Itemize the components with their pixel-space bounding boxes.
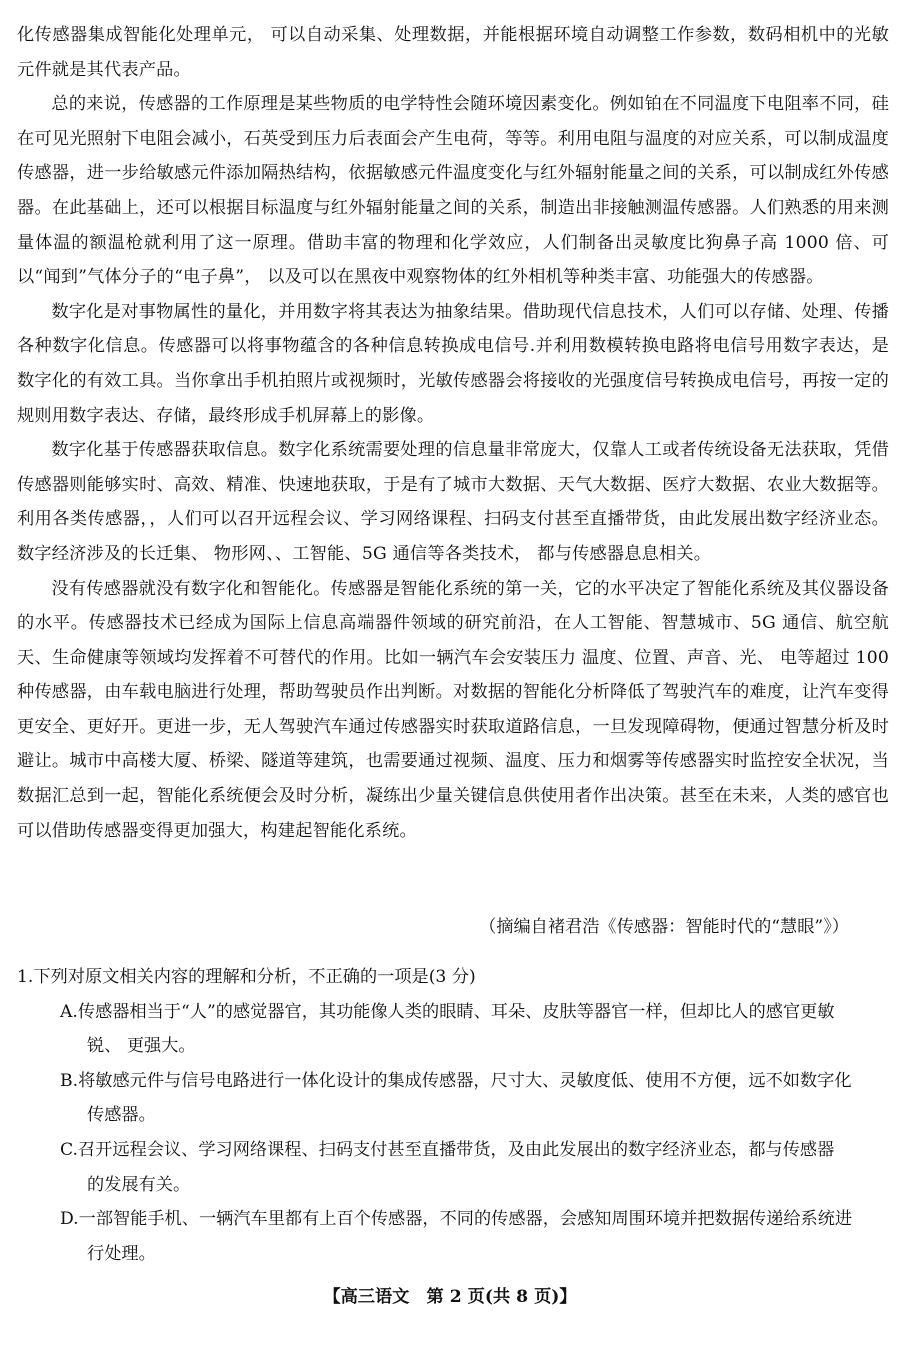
option-d-line-2: 行处理。 [87, 1243, 156, 1264]
question-stem: 1.下列对原文相关内容的理解和分析，不正确的一项是(3 分) [17, 967, 476, 987]
option-a [60, 995, 890, 1064]
passage-paragraph-1: 化传感器集成智能化处理单元， 可以自动采集、处理数据，并能根据环境自动调整工作参数，数码相机中的光敏元件就是其代表产品。 [17, 25, 889, 80]
option-c [60, 1133, 890, 1202]
option-b-line-2: 传感器。 [87, 1105, 156, 1126]
option-d-line-1: D.一部智能手机、一辆汽车里都有上百个传感器，不同的传感器，会感知周围环境并把数据传递给系统进 [60, 1209, 853, 1230]
option-a-line-2: 锐、 更强大。 [87, 1036, 196, 1057]
passage-paragraph-4: 数字化基于传感器获取信息。数字化系统需要处理的信息量非常庞大，仅靠人工或者传统设备无法获取，凭借传感器则能够实时、高效、精准、快速地获取，于是有了城市大数据、天气大数据、医疗大数据、农业大数据等。利用各类传感器，，人们可以召开远程会议、学习网络课程、扫码支付甚至直播带货，由此发展出数字经济业态。数字经济涉及的长迁集、 物形网、、工智能、5G 通信等各类技术， 都与传感器息息相关。 [17, 440, 889, 564]
option-c-line-1: C.召开远程会议、学习网络课程、扫码支付甚至直播带货，及由此发展出的数字经济业态，都与传感器 [60, 1139, 835, 1160]
reading-passage [17, 18, 889, 848]
option-d [60, 1202, 890, 1271]
option-a-line-1: A.传感器相当于“人”的感觉器官，其功能像人类的眼睛、耳朵、皮肤等器官一样，但却比人的感官更敏 [60, 1001, 835, 1022]
option-b [60, 1064, 890, 1133]
option-c-line-2: 的发展有关。 [87, 1174, 191, 1195]
page-footer: 【高三语文 第 2 页(共 8 页)】 [323, 1287, 577, 1307]
question-1 [17, 960, 889, 1271]
option-b-line-1: B.将敏感元件与信号电路进行一体化设计的集成传感器，尺寸大、灵敏度低、使用不方便，远不如数字化 [60, 1070, 852, 1091]
passage-paragraph-2: 总的来说，传感器的工作原理是某些物质的电学特性会随环境因素变化。例如铂在不同温度下电阻率不同，硅在可见光照射下电阻会减小，石英受到压力后表面会产生电荷，等等。利用电阻与温度的对应关系，可以制成温度传感器，进一步给敏感元件添加隔热结构，依据敏感元件温度变化与红外辐射能量之间的关系，可以制成红外传感器。在此基础上，还可以根据目标温度与红外辐射能量之间的关系，制造出非接触测温传感器。人们熟悉的用来测量体温的额温枪就利用了这一原理。借助丰富的物理和化学效应，人们制备出灵敏度比狗鼻子高 1000 倍、可以“闻到”气体分子的“电子鼻”， 以及可以在黑夜中观察物体的红外相机等种类丰富、功能强大的传感器。 [17, 94, 889, 288]
passage-paragraph-3: 数字化是对事物属性的量化，并用数字将其表达为抽象结果。借助现代信息技术，人们可以存储、处理、传播各种数字化信息。传感器可以将事物蕴含的各种信息转换成电信号.并利用数模转换电路将电信号用数字表达，是数字化的有效工具。当你拿出手机拍照片或视频时，光敏传感器会将接收的光强度信号转换成电信号，再按一定的规则用数字表达、存储，最终形成手机屏幕上的影像。 [17, 301, 889, 426]
passage-source: （摘编自褚君浩《传感器：智能时代的“慧眼”》） [479, 917, 849, 937]
passage-paragraph-5: 没有传感器就没有数字化和智能化。传感器是智能化系统的第一关，它的水平决定了智能化系统及其仪器设备的水平。传感器技术已经成为国际上信息高端器件领域的研究前沿，在人工智能、智慧城市、5G 通信、航空航天、生命健康等领域均发挥着不可替代的作用。比如一辆汽车会安装压力 温度、位置、声音、光、 电等超过 100 种传感器，由车载电脑进行处理，帮助驾驶员作出判断。对数据的智能化分析降低了驾驶汽车的难度，让汽车变得更安全、更好开。更进一步，无人驾驶汽车通过传感器实时获取道路信息，一旦发现障碍物，便通过智慧分析及时避让。城市中高楼大厦、桥梁、隧道等建筑，也需要通过视频、温度、压力和烟雾等传感器实时监控安全状况，当数据汇总到一起，智能化系统便会及时分析，凝练出少量关键信息供使用者作出决策。甚至在未来，人类的感官也可以借助传感器变得更加强大，构建起智能化系统。 [17, 578, 889, 841]
